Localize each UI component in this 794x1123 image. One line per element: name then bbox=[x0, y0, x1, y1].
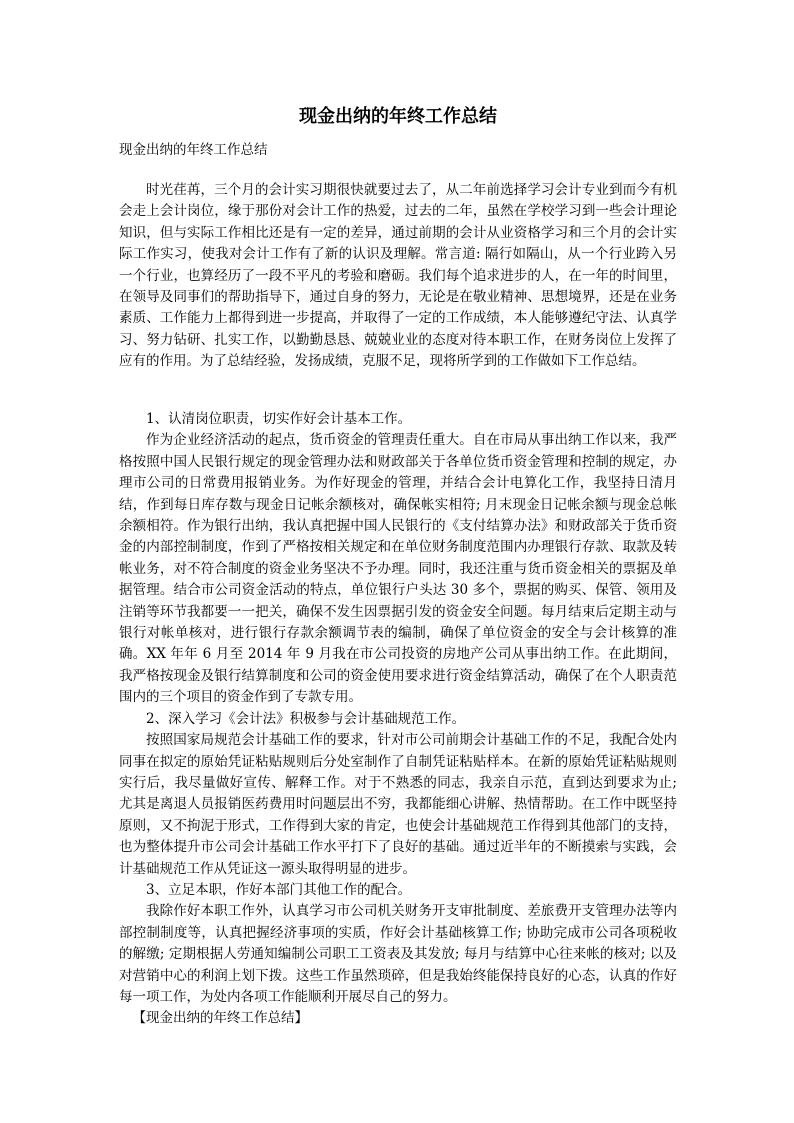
intro-paragraph: 时光荏苒，三个月的会计实习期很快就要过去了，从二年前选择学习会计专业到而今有机会走上会计岗位，缘于那份对会计工作的热爱，过去的二年，虽然在学校学习到一些会计理论知识，但与实际工作相比还是有一定的差异，通过前期的会计从业资格学习和三个月的会计实际工作实习，使我对会计工作有了新的认识及理解。常言道: 隔行如隔山，从一个行业跨入另一个行业，也算经历了一段不平凡的考验和磨砺。我们每个追求进步的人，在一年的时间里，在领导及同事们的帮助指导下，通过自身的努力，无论是在敬业精神、思想境界，还是在业务素质、工作能力上都得到进一步提高，并取得了一定的工作成绩，本人能够遵纪守法、认真学习、努力钻研、扎实工作，以勤勤恳恳、兢兢业业的态度对待本职工作，在财务岗位上发挥了应有的作用。为了总结经验，发扬成绩，克服不足，现将所学到的工作做如下工作总结。 bbox=[119, 182, 677, 370]
section-heading-2: 2、深入学习《会计法》积极参与会计基础规范工作。 bbox=[146, 710, 466, 727]
sections-block bbox=[119, 409, 677, 1030]
intro-block bbox=[119, 180, 677, 373]
section-heading-3: 3、立足本职，作好本部门其他工作的配合。 bbox=[146, 881, 412, 898]
closing-title: 【现金出纳的年终工作总结】 bbox=[132, 1010, 308, 1027]
section-paragraph-1: 作为企业经济活动的起点，货币资金的管理责任重大。自在市局从事出纳工作以来，我严格按照中国人民银行规定的现金管理办法和财政部关于各单位货币资金管理和控制的规定，办理市公司的日常费用报销业务。为作好现金的管理，并结合会计电算化工作，我坚持日清月结，作到每日库存数与现金日记帐余额核对，确保帐实相符; 月末现金日记帐余额与现金总帐余额相符。作为银行出纳，我认真把握中国人民银行的《支付结算办法》和财政部关于货币资金的内部控制制度，作到了严格按相关规定和在单位财务制度范围内办理银行存款、取款及转帐业务，对不符合制度的资金业务坚决不予办理。同时，我还注重与货币资金相关的票据及单据管理。结合市公司资金活动的特点，单位银行户头达 30 多个，票据的购买、保管、领用及注销等环节我都要一一把关，确保不发生因票据引发的资金安全问题。每月结束后定期主动与银行对帐单核对，进行银行存款余额调节表的编制，确保了单位资金的安全与会计核算的准确。XX 年年 6 月至 2014 年 9 月我在市公司投资的房地产公司从事出纳工作。在此期间，我严格按现金及银行结算制度和公司的资金使用要求进行资金结算活动，确保了在个人职责范围内的三个项目的资金作到了专款专用。 bbox=[119, 432, 677, 706]
section-paragraph-3: 我除作好本职工作外，认真学习市公司机关财务开支审批制度、差旅费开支管理办法等内部控制制度等，认真把握经济事项的实质，作好会计基础核算工作; 协助完成市公司各项税收的解缴; 定期根据人劳通知编制公司职工工资表及其发放; 每月与结算中心往来帐的核对; 以及对营销中心的利润上划下拨。这些工作虽然琐碎，但是我始终能保持良好的心态，认真的作好每一项工作，为处内各项工作能顺利开展尽自己的努力。 bbox=[119, 903, 677, 1005]
document-title: 现金出纳的年终工作总结 bbox=[299, 106, 497, 127]
section-heading-1: 1、认清岗位职责，切实作好会计基本工作。 bbox=[146, 411, 412, 427]
document-subtitle: 现金出纳的年终工作总结 bbox=[119, 142, 268, 158]
section-paragraph-2: 按照国家局规范会计基础工作的要求，针对市公司前期会计基础工作的不足，我配合处内同事在拟定的原始凭证粘贴规则后分处室制作了自制凭证粘贴样本。在新的原始凭证粘贴规则实行后，我尽量做好宣传、解释工作。对于不熟悉的同志，我亲自示范，直到达到要求为止; 尤其是离退人员报销医药费用时问题层出不穷，我都能细心讲解、热情帮助。在工作中既坚持原则，又不拘泥于形式，工作得到大家的肯定，也使会计基础规范工作得到其他部门的支持，也为整体提升市公司会计基础工作水平打下了良好的基础。通过近半年的不断摸索与实践，会计基础规范工作从凭证这一源头取得明显的进步。 bbox=[119, 732, 677, 877]
